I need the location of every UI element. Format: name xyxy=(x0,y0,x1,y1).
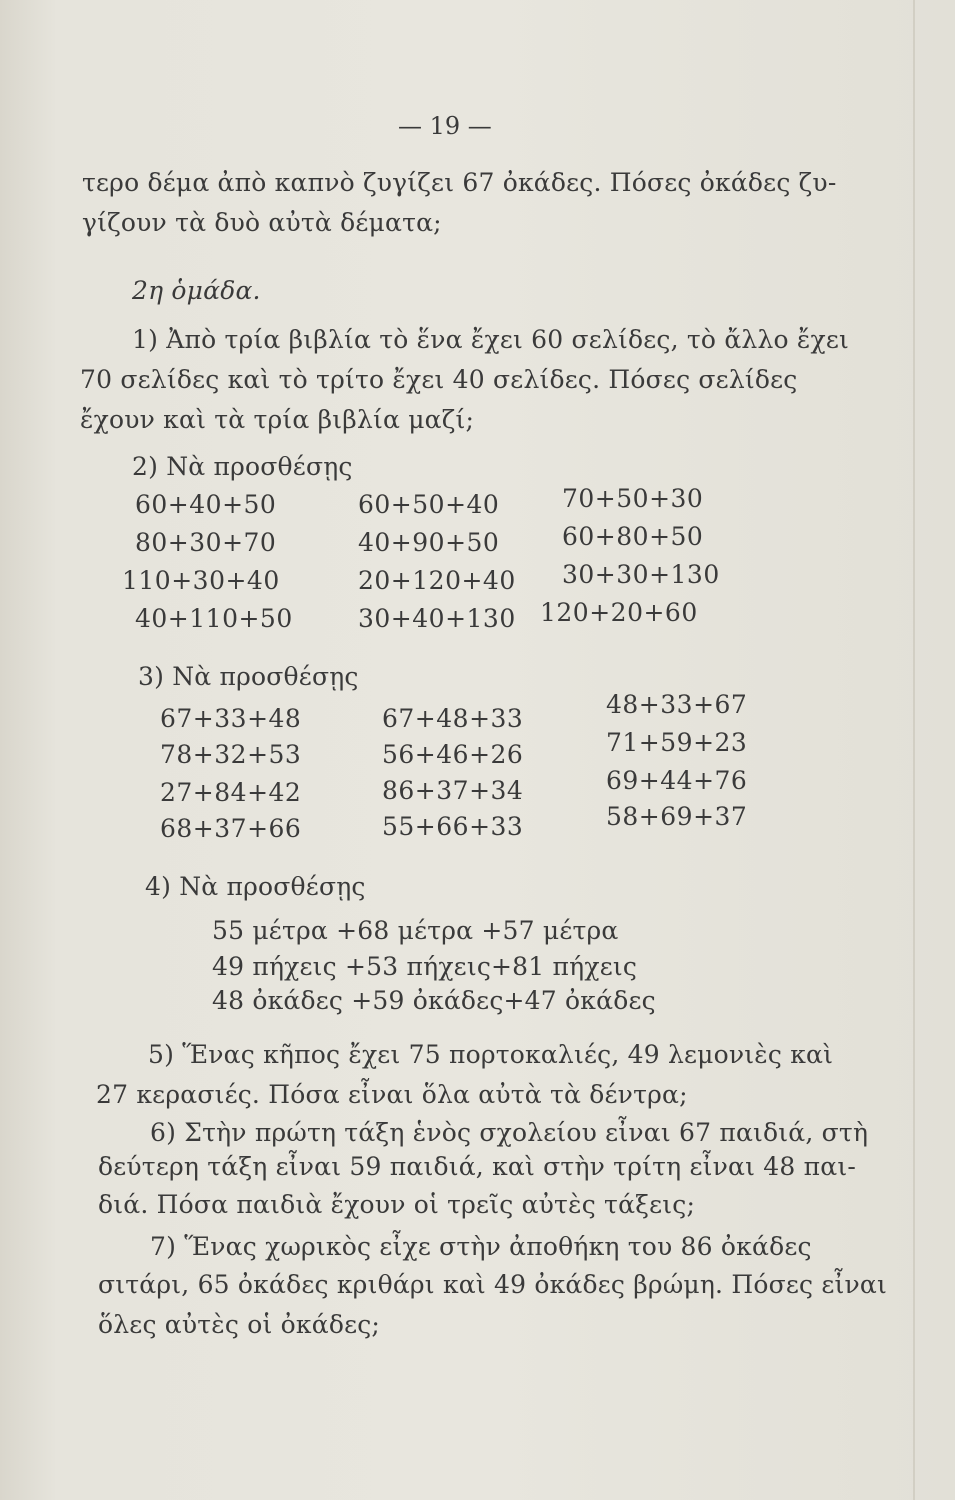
exercise-3-sum: 67+33+48 xyxy=(160,704,302,733)
exercise-2-sum: 70+50+30 xyxy=(562,484,704,513)
exercise-4-line: 55 μέτρα +68 μέτρα +57 μέτρα xyxy=(212,916,619,945)
exercise-4-label: 4) Νὰ προσθέσῃς xyxy=(145,872,366,901)
exercise-7-line: ὅλες αὐτὲς οἱ ὀκάδες; xyxy=(98,1310,381,1339)
exercise-2-sum: 60+40+50 xyxy=(135,490,277,519)
exercise-3-label: 3) Νὰ προσθέσῃς xyxy=(138,662,359,691)
exercise-2-sum: 40+90+50 xyxy=(358,528,500,557)
exercise-5-line: 5) Ἕνας κῆπος ἔχει 75 πορτοκαλιές, 49 λεμονιὲς καὶ xyxy=(148,1040,834,1069)
exercise-4-line: 48 ὀκάδες +59 ὀκάδες+47 ὀκάδες xyxy=(212,986,656,1015)
exercise-7-line: σιτάρι, 65 ὀκάδες κριθάρι καὶ 49 ὀκάδες βρώμη. Πόσες εἶναι xyxy=(98,1270,887,1299)
exercise-3-sum: 48+33+67 xyxy=(606,690,748,719)
exercise-3-sum: 68+37+66 xyxy=(160,814,302,843)
exercise-2-sum: 80+30+70 xyxy=(135,528,277,557)
exercise-3-sum: 78+32+53 xyxy=(160,740,302,769)
page-number: — 19 — xyxy=(398,112,492,140)
exercise-3-sum: 67+48+33 xyxy=(382,704,524,733)
exercise-2-label: 2) Νὰ προσθέσῃς xyxy=(132,452,353,481)
exercise-6-line: δεύτερη τάξη εἶναι 59 παιδιά, καὶ στὴν τρίτη εἶναι 48 παι- xyxy=(98,1152,856,1181)
exercise-5-line: 27 κερασιές. Πόσα εἶναι ὅλα αὐτὰ τὰ δέντρα; xyxy=(96,1080,688,1109)
exercise-3-sum: 56+46+26 xyxy=(382,740,524,769)
exercise-1-line: 1) Ἀπὸ τρία βιβλία τὸ ἕνα ἔχει 60 σελίδες, τὸ ἄλλο ἔχει xyxy=(132,325,850,354)
exercise-3-sum: 86+37+34 xyxy=(382,776,524,805)
exercise-2-sum: 30+40+130 xyxy=(358,604,516,633)
exercise-4-line: 49 πήχεις +53 πήχεις+81 πήχεις xyxy=(212,952,638,981)
exercise-2-sum: 120+20+60 xyxy=(540,598,698,627)
intro-line: τερο δέμα ἀπὸ καπνὸ ζυγίζει 67 ὀκάδες. Πόσες ὀκάδες ζυ- xyxy=(82,168,837,197)
exercise-1-line: 70 σελίδες καὶ τὸ τρίτο ἔχει 40 σελίδες. Πόσες σελίδες xyxy=(80,365,798,394)
intro-line: γίζουν τὰ δυὸ αὐτὰ δέματα; xyxy=(82,208,442,237)
exercise-6-line: διά. Πόσα παιδιὰ ἔχουν οἱ τρεῖς αὐτὲς τάξεις; xyxy=(98,1190,696,1219)
exercise-2-sum: 30+30+130 xyxy=(562,560,720,589)
exercise-2-sum: 110+30+40 xyxy=(122,566,280,595)
exercise-2-sum: 20+120+40 xyxy=(358,566,516,595)
exercise-3-sum: 55+66+33 xyxy=(382,812,524,841)
exercise-3-sum: 27+84+42 xyxy=(160,778,302,807)
exercise-3-sum: 71+59+23 xyxy=(606,728,748,757)
group-title: 2η ὁμάδα. xyxy=(132,276,261,305)
exercise-3-sum: 58+69+37 xyxy=(606,802,748,831)
page-edge xyxy=(913,0,915,1500)
exercise-6-line: 6) Στὴν πρώτη τάξη ἑνὸς σχολείου εἶναι 67 παιδιά, στὴ xyxy=(150,1118,869,1147)
exercise-1-line: ἔχουν καὶ τὰ τρία βιβλία μαζί; xyxy=(80,405,475,434)
exercise-2-sum: 60+50+40 xyxy=(358,490,500,519)
exercise-7-line: 7) Ἕνας χωρικὸς εἶχε στὴν ἀποθήκη του 86 ὀκάδες xyxy=(150,1232,812,1261)
exercise-2-sum: 60+80+50 xyxy=(562,522,704,551)
exercise-3-sum: 69+44+76 xyxy=(606,766,748,795)
exercise-2-sum: 40+110+50 xyxy=(135,604,293,633)
